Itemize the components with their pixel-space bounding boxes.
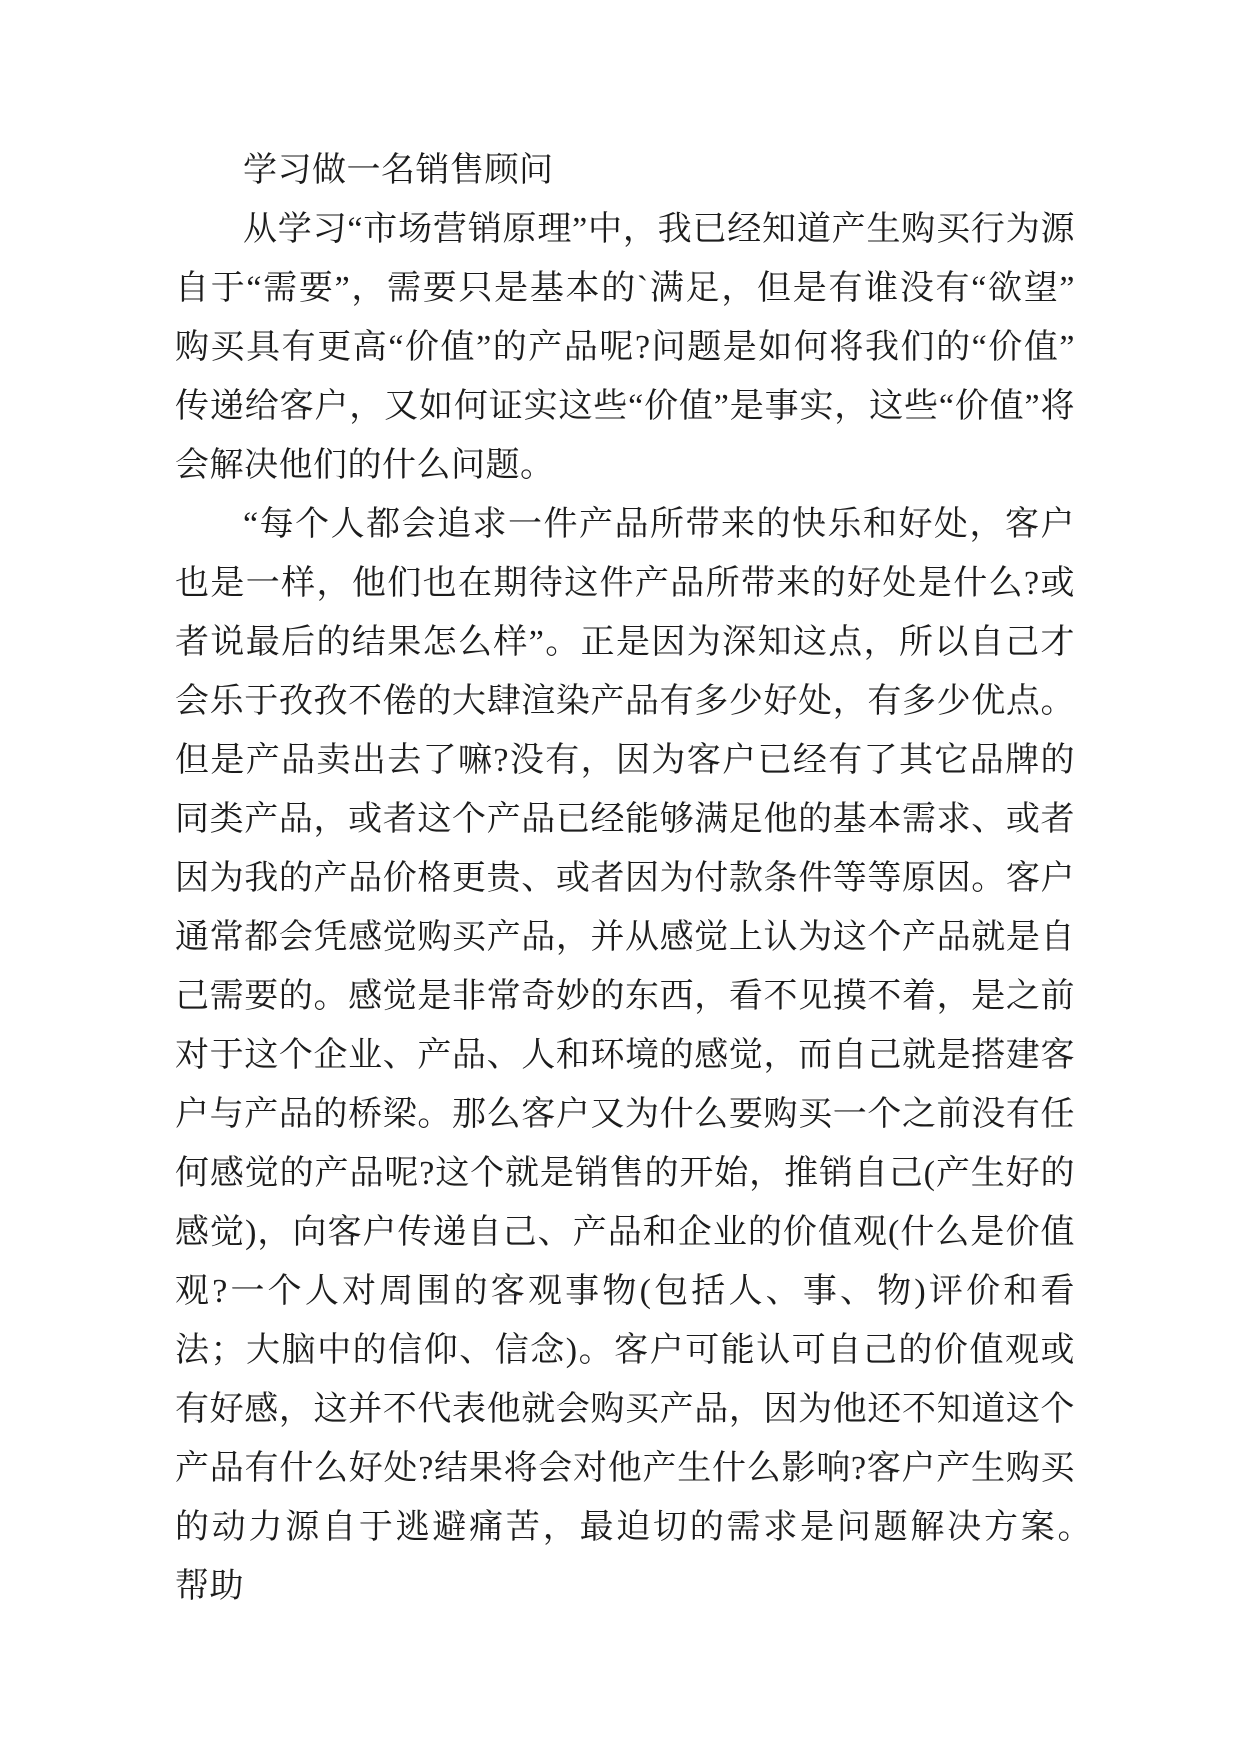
document-body	[175, 141, 1110, 1616]
paragraph-2: “每个人都会追求一件产品所带来的快乐和好处，客户也是一样，他们也在期待这件产品所带来的好处是什么?或者说最后的结果怎么样”。正是因为深知这点，所以自己才会乐于孜孜不倦的大肆渲染产品有多少好处，有多少优点。但是产品卖出去了嘛?没有，因为客户已经有了其它品牌的同类产品，或者这个产品已经能够满足他的基本需求、或者因为我的产品价格更贵、或者因为付款条件等等原因。客户通常都会凭感觉购买产品，并从感觉上认为这个产品就是自己需要的。感觉是非常奇妙的东西，看不见摸不着，是之前对于这个企业、产品、人和环境的感觉，而自己就是搭建客户与产品的桥梁。那么客户又为什么要购买一个之前没有任何感觉的产品呢?这个就是销售的开始，推销自己(产生好的感觉)，向客户传递自己、产品和企业的价值观(什么是价值观?一个人对周围的客观事物(包括人、事、物)评价和看法；大脑中的信仰、信念)。客户可能认可自己的价值观或有好感，这并不代表他就会购买产品，因为他还不知道这个产品有什么好处?结果将会对他产生什么影响?客户产生购买的动力源自于逃避痛苦，最迫切的需求是问题解决方案。 帮助	[175, 506, 1110, 1605]
paragraph-1: 从学习“市场营销原理”中，我已经知道产生购买行为源自于“需要”，需要只是基本的`满足，但是有谁没有“欲望”购买具有更高“价值”的产品呢?问题是如何将我们的“价值”传递给客户，又如何证实这些“价值”是事实，这些“价值”将会解决他们的什么问题。	[175, 211, 1075, 484]
document-title: 学习做一名销售顾问	[243, 152, 554, 189]
